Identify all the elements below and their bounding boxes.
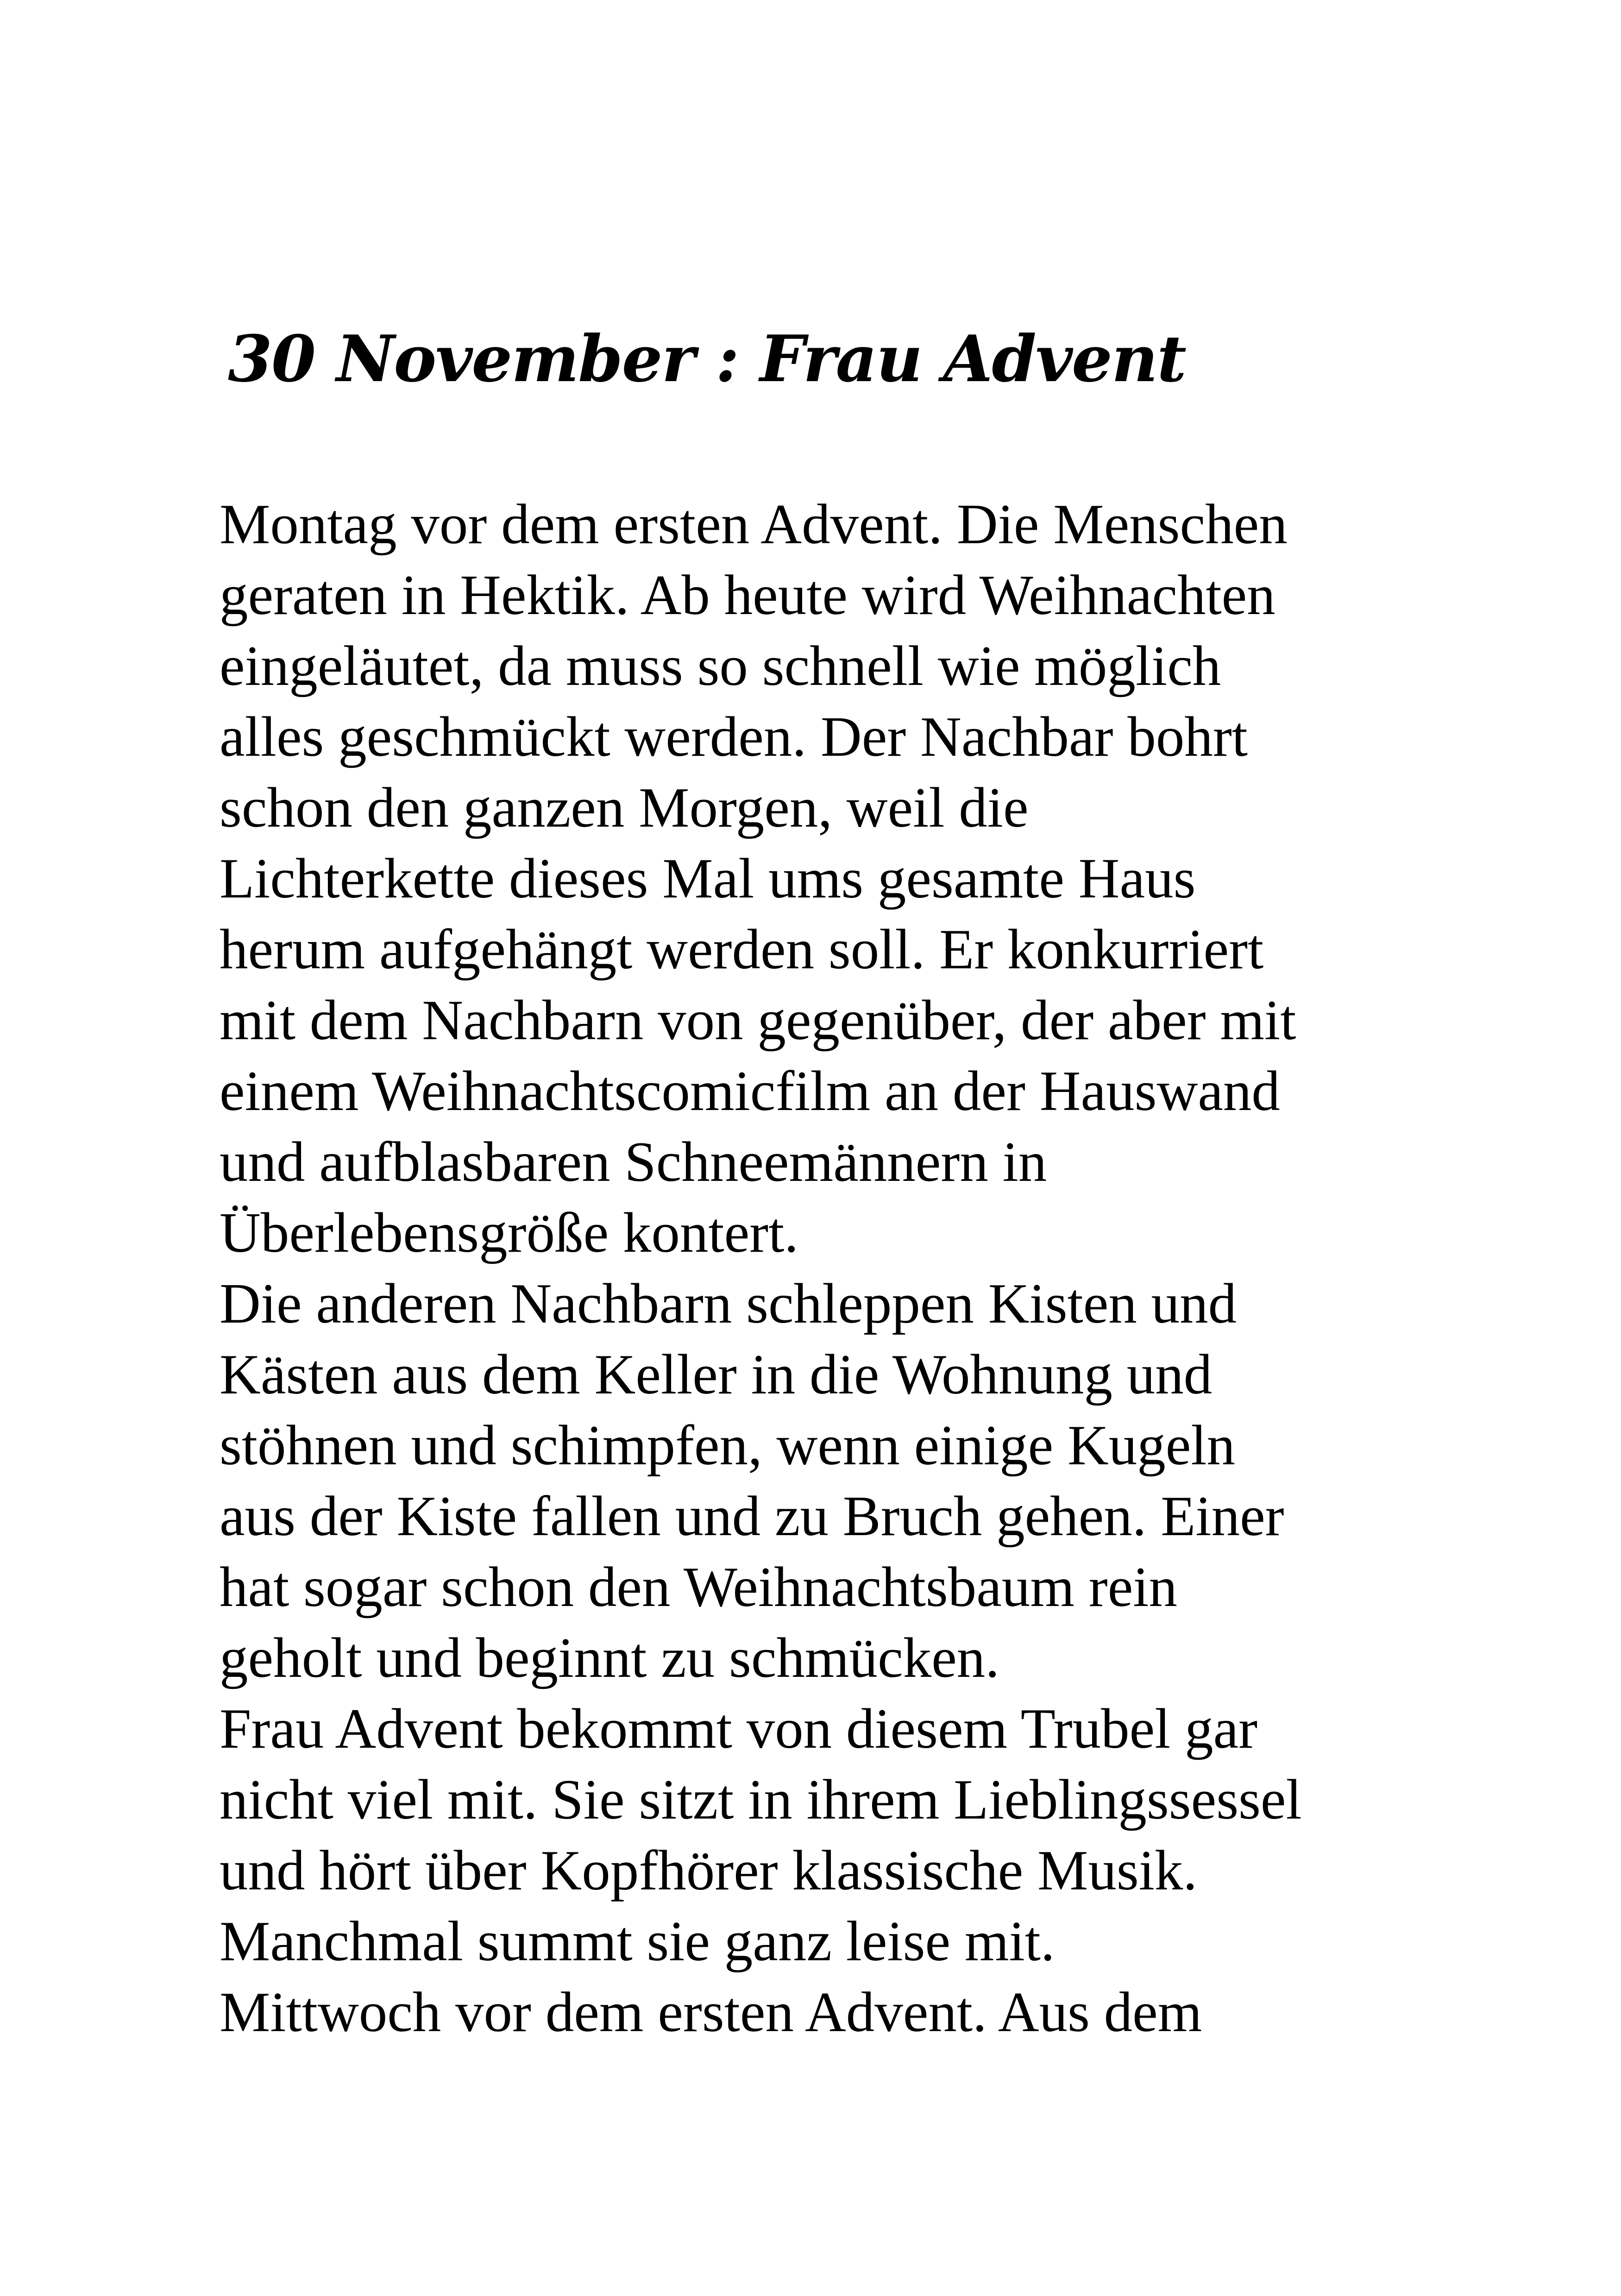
text-line: Mittwoch vor dem ersten Advent. Aus dem — [220, 1980, 1202, 2044]
text-line: hat sogar schon den Weihnachtsbaum rein — [220, 1555, 1177, 1618]
text-line: Manchmal summt sie ganz leise mit. — [220, 1909, 1055, 1973]
text-line: und aufblasbaren Schneemännern in — [220, 1130, 1047, 1193]
text-line: Montag vor dem ersten Advent. Die Menschen — [220, 492, 1288, 556]
text-line: schon den ganzen Morgen, weil die — [220, 776, 1029, 839]
text-line: Überlebensgröße kontert. — [220, 1201, 799, 1264]
text-line: geholt und beginnt zu schmücken. — [220, 1626, 1000, 1689]
text-line: eingeläutet, da muss so schnell wie möglich — [220, 634, 1221, 697]
text-line: herum aufgehängt werden soll. Er konkurriert — [220, 917, 1264, 981]
text-line: aus der Kiste fallen und zu Bruch gehen. Einer — [220, 1484, 1284, 1548]
text-line: Frau Advent bekommt von diesem Trubel gar — [220, 1697, 1258, 1760]
body-text — [220, 489, 1609, 2047]
text-line: alles geschmückt werden. Der Nachbar bohrt — [220, 705, 1248, 768]
text-line: und hört über Kopfhörer klassische Musik. — [220, 1838, 1198, 1902]
text-line: nicht viel mit. Sie sitzt in ihrem Lieblingssessel — [220, 1768, 1302, 1831]
text-line: Die anderen Nachbarn schleppen Kisten und — [220, 1272, 1237, 1335]
text-line: mit dem Nachbarn von gegenüber, der aber mit — [220, 988, 1296, 1052]
text-line: stöhnen und schimpfen, wenn einige Kugeln — [220, 1413, 1236, 1477]
text-line: Kästen aus dem Keller in die Wohnung und — [220, 1342, 1213, 1406]
text-line: Lichterkette dieses Mal ums gesamte Haus — [220, 847, 1196, 910]
text-line: einem Weihnachtscomicfilm an der Hauswand — [220, 1059, 1280, 1123]
page-title: 30 November : Frau Advent — [228, 321, 1186, 396]
text-line: geraten in Hektik. Ab heute wird Weihnachten — [220, 563, 1275, 627]
